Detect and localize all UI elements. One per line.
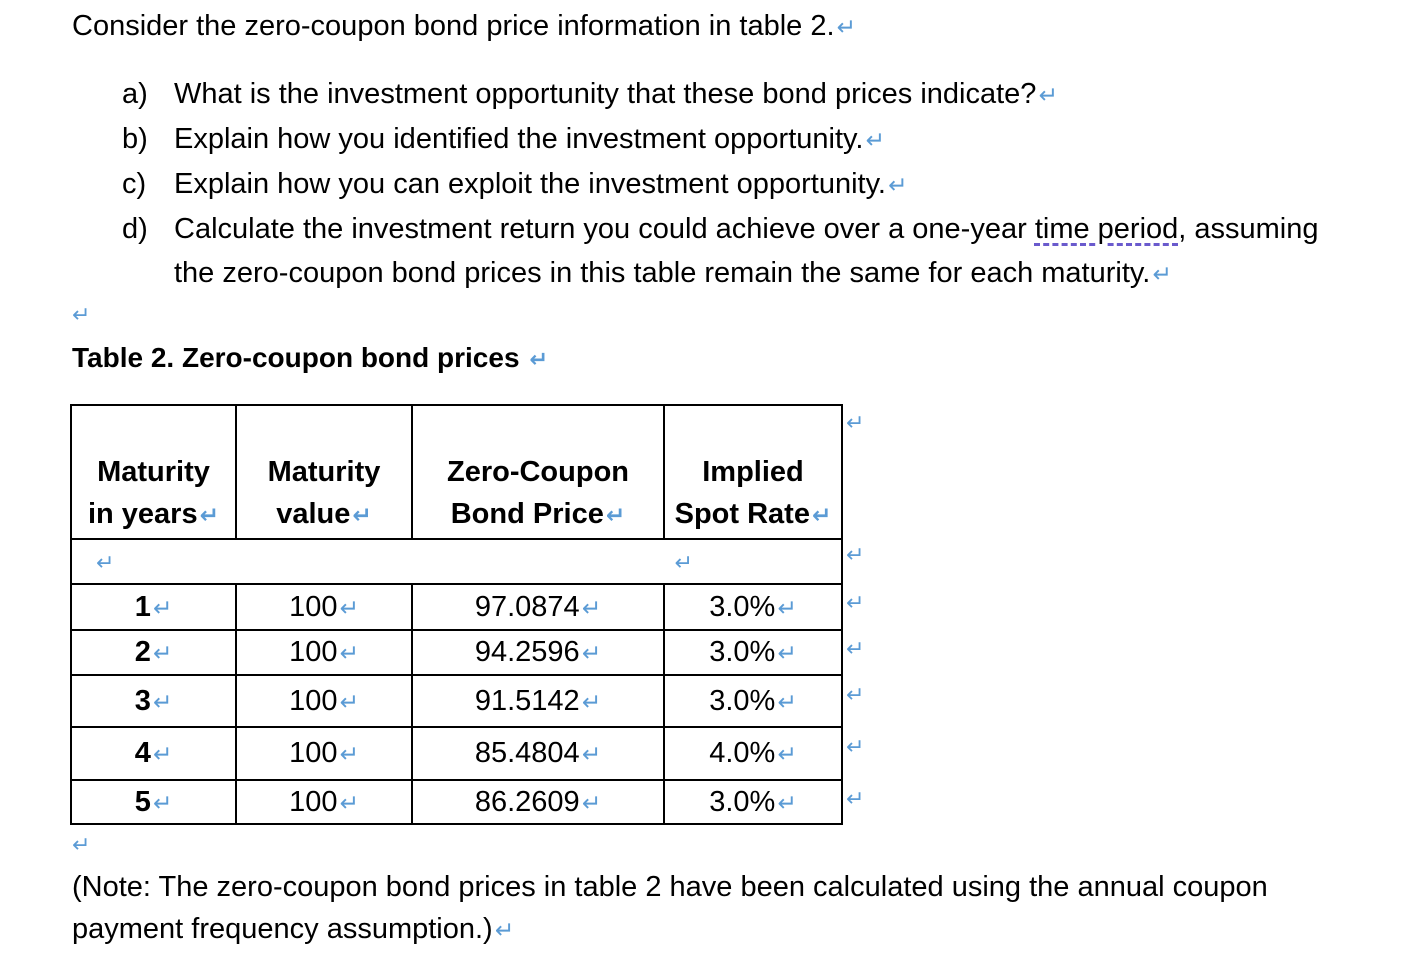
- row-end-mark-icon: ↵: [846, 786, 865, 811]
- paragraph-mark-icon: ↵: [777, 640, 797, 666]
- header-maturity-years: Maturity in years↵: [71, 405, 236, 539]
- paragraph-mark-icon: ↵: [581, 741, 602, 767]
- table-spacer-row: [71, 539, 842, 584]
- paragraph-mark-icon: ↵: [1038, 82, 1058, 108]
- table-row: 1↵ 100↵ 97.0874↵ 3.0%↵: [71, 584, 842, 630]
- question-item-d: d) Calculate the investment return you could achieve over a one-year time period, assuming the zero-coupon bond prices in this table remain the same for each maturity.↵: [122, 213, 1319, 289]
- paragraph-mark-icon: ↵: [352, 502, 372, 528]
- paragraph-mark-icon: ↵: [72, 832, 91, 857]
- paragraph-mark-icon: ↵: [339, 640, 359, 666]
- question-item-b: b) Explain how you identified the investment opportunity.↵: [122, 123, 885, 155]
- paragraph-mark-icon: ↵: [581, 594, 602, 621]
- row-end-mark-icon: ↵: [846, 590, 865, 615]
- paragraph-mark-icon: ↵: [811, 502, 832, 528]
- paragraph-mark-icon: ↵: [777, 741, 797, 767]
- table-caption: Table 2. Zero-coupon bond prices ↵: [72, 342, 549, 373]
- paragraph-mark-icon: ↵: [529, 347, 549, 372]
- row-end-mark-icon: ↵: [846, 682, 865, 707]
- paragraph-mark-icon: ↵: [777, 789, 797, 816]
- question-list: [122, 72, 1319, 296]
- paragraph-mark-icon: ↵: [152, 594, 173, 621]
- header-spot-rate: Implied Spot Rate↵: [664, 405, 842, 539]
- paragraph-mark-icon: ↵: [581, 688, 602, 715]
- row-end-mark-icon: ↵: [846, 636, 865, 661]
- row-end-mark-icon: ↵: [846, 542, 865, 567]
- paragraph-mark-icon: ↵: [152, 789, 173, 816]
- intro-paragraph: [72, 6, 856, 47]
- paragraph-mark-icon: ↵: [1152, 261, 1172, 287]
- table-row: 2↵ 100↵ 94.2596↵ 3.0%↵: [71, 630, 842, 675]
- paragraph-mark-icon: ↵: [674, 550, 693, 575]
- paragraph-mark-icon: ↵: [72, 302, 91, 327]
- paragraph-mark-icon: ↵: [339, 789, 359, 816]
- paragraph-mark-icon: ↵: [96, 550, 115, 575]
- row-end-mark-icon: ↵: [846, 410, 865, 435]
- paragraph-mark-icon: ↵: [836, 14, 856, 40]
- table-header-row: [71, 405, 842, 539]
- intro-text: Consider the zero-coupon bond price information in table 2.: [72, 10, 835, 42]
- table-row: 3↵ 100↵ 91.5142↵ 3.0%↵: [71, 675, 842, 727]
- paragraph-mark-icon: ↵: [777, 594, 797, 621]
- paragraph-mark-icon: ↵: [581, 640, 602, 666]
- question-item-a: a) What is the investment opportunity that these bond prices indicate?↵: [122, 78, 1058, 110]
- paragraph-mark-icon: ↵: [339, 741, 359, 767]
- question-item-c: c) Explain how you can exploit the investment opportunity.↵: [122, 168, 908, 200]
- row-end-mark-icon: ↵: [846, 734, 865, 759]
- paragraph-mark-icon: ↵: [152, 640, 173, 666]
- grammar-flagged-phrase[interactable]: time period: [1034, 213, 1179, 245]
- paragraph-mark-icon: ↵: [199, 502, 220, 528]
- table-row: 5↵ 100↵ 86.2609↵ 3.0%↵: [71, 780, 842, 824]
- paragraph-mark-icon: ↵: [339, 688, 359, 715]
- paragraph-mark-icon: ↵: [494, 917, 515, 943]
- paragraph-mark-icon: ↵: [777, 688, 797, 715]
- table-row: 4↵ 100↵ 85.4804↵ 4.0%↵: [71, 727, 842, 780]
- paragraph-mark-icon: ↵: [605, 502, 626, 528]
- paragraph-mark-icon: ↵: [865, 127, 885, 153]
- paragraph-mark-icon: ↵: [152, 741, 173, 767]
- note-paragraph: (Note: The zero-coupon bond prices in table 2 have been calculated using the annual coupon payment frequency assumption.)↵: [72, 871, 1268, 945]
- bond-price-table: [70, 404, 843, 825]
- header-bond-price: Zero-Coupon Bond Price↵: [412, 405, 664, 539]
- paragraph-mark-icon: ↵: [339, 594, 359, 621]
- paragraph-mark-icon: ↵: [581, 789, 602, 816]
- header-maturity-value: Maturity value↵: [236, 405, 412, 539]
- paragraph-mark-icon: ↵: [888, 172, 908, 198]
- paragraph-mark-icon: ↵: [152, 688, 173, 715]
